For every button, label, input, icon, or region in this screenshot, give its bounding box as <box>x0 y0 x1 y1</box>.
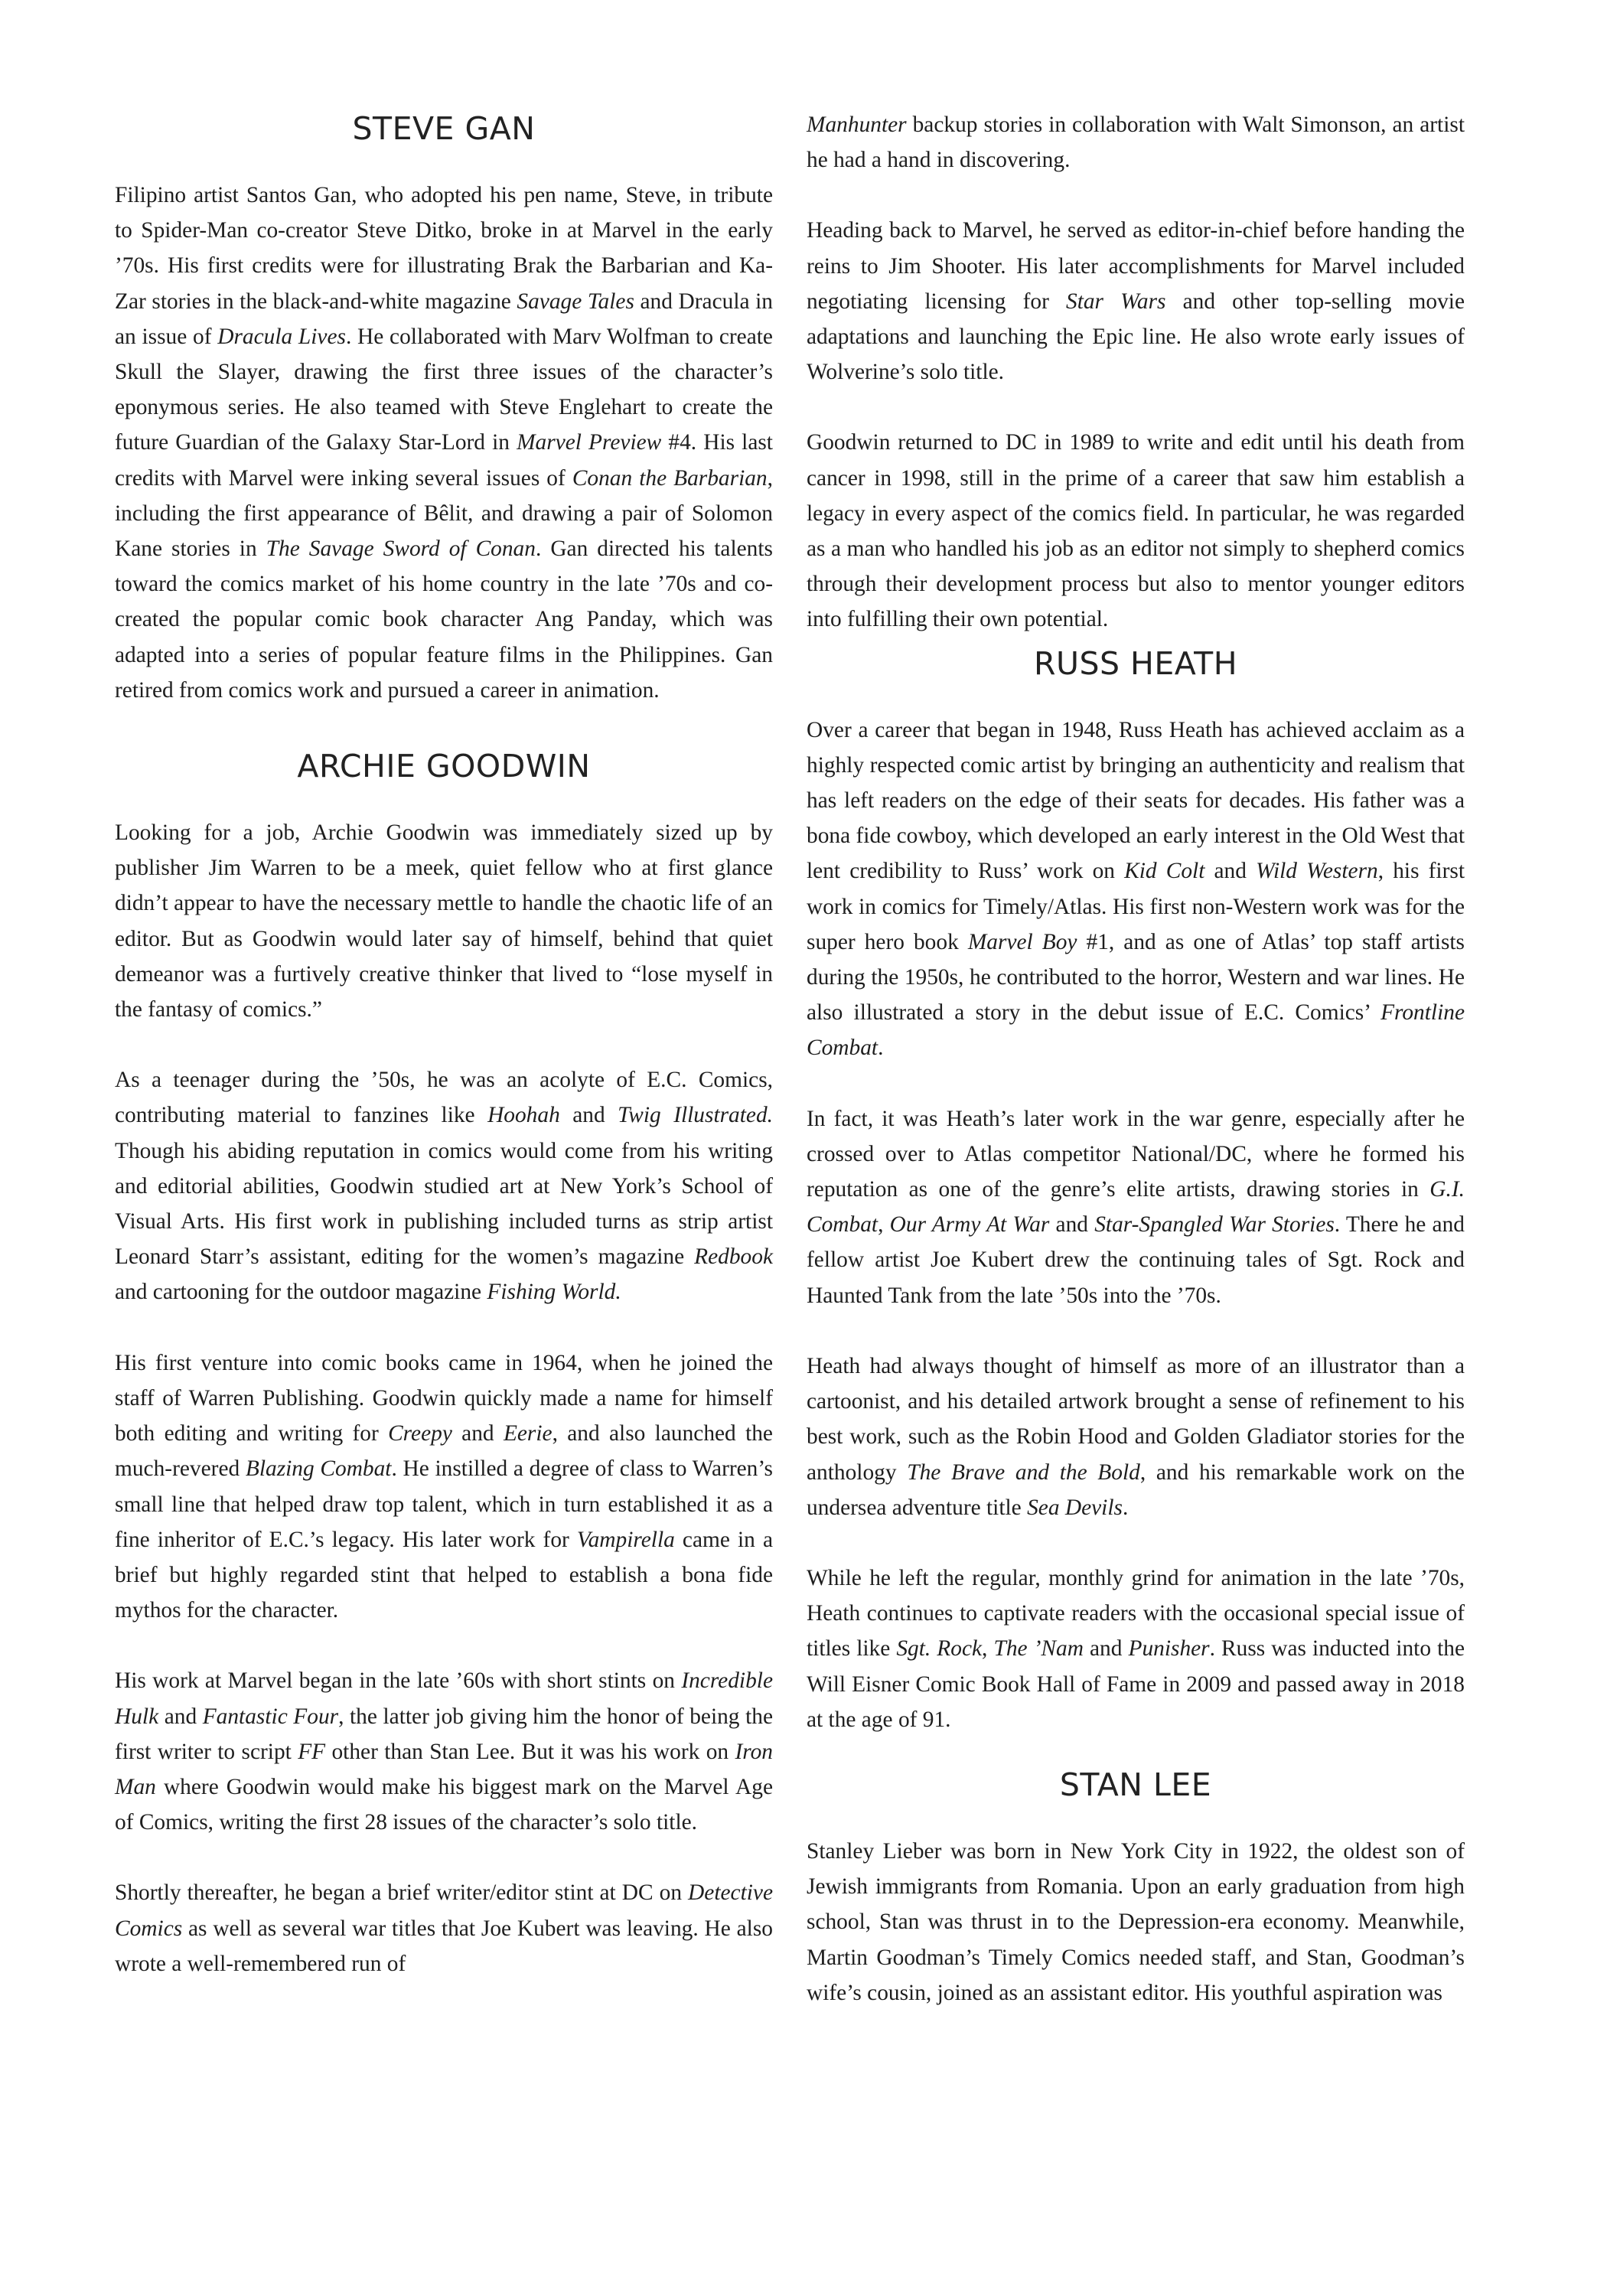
italic-title: Sea Devils <box>1027 1495 1123 1520</box>
text-run: and <box>1049 1212 1095 1238</box>
text-run: and <box>451 1421 504 1446</box>
italic-title: Savage Tales <box>517 289 634 314</box>
italic-title: Vampirella <box>576 1527 675 1552</box>
italic-title: Marvel Boy <box>967 929 1077 954</box>
text-run: Though his abiding reputation in comics would come from his writing and editorial abilities, Goodwin studied art at New York’s School of Visual Arts. His first work in publishing included turns as strip artist Leonard Starr’s assistant, editing for the women’s magazine <box>115 1138 773 1270</box>
text-run: where Goodwin would make his biggest mark on the Marvel Age of Comics, writing the first 28 issues of the character’s solo title. <box>115 1774 773 1835</box>
text-run: , including the first appearance of Bêlit, and drawing a pair of Solomon Kane stories in <box>115 465 773 562</box>
text-run: and <box>559 1103 618 1128</box>
text-run: and cartooning for the outdoor magazine <box>115 1280 487 1305</box>
italic-title: The ’Nam <box>993 1636 1084 1662</box>
italic-title: Fishing World. <box>487 1280 621 1305</box>
text-run: His work at Marvel began in the late ’60s with short stints on <box>115 1668 682 1694</box>
text-run: . He instilled a degree of class to Warren’s small line that helped draw top talent, which in turn established it as a fine inheritor of E.C.’s legacy. His later work for <box>115 1456 773 1552</box>
text-run: As a teenager during the ’50s, he was an acolyte of E.C. Comics, contributing material to fanzines like <box>115 1068 773 1128</box>
right-column <box>807 107 1465 2011</box>
text-run: Filipino artist Santos Gan, who adopted his pen name, Steve, in tribute to Spider-Man co-creator Steve Ditko, broke in at Marvel in the early ’70s. His first credits were for illustrating Brak the Barbarian and Ka-Zar stories in the black-and-white magazine <box>115 183 773 314</box>
text-run: . <box>1122 1495 1129 1520</box>
paragraph <box>807 425 1465 637</box>
italic-title: Twig Illustrated. <box>618 1103 773 1128</box>
italic-title: Eerie <box>503 1421 553 1446</box>
paragraph <box>115 1663 773 1840</box>
italic-title: Punisher <box>1128 1636 1210 1662</box>
italic-title: Conan the Barbarian <box>572 465 768 491</box>
text-run: and <box>158 1704 203 1729</box>
italic-title: Fantastic Four <box>202 1704 339 1729</box>
text-run: other than Stan Lee. But it was his work on <box>325 1739 735 1764</box>
text-run: Goodwin returned to DC in 1989 to write and edit until his death from cancer in 1998, still in the prime of a career that saw him establish a legacy in every aspect of the comics field. In particular, he was regarded as a man who handled his job as an editor not simply to shepherd comics through their development process but also to mentor younger editors into fulfilling their own potential. <box>807 430 1465 632</box>
paragraph <box>807 213 1465 390</box>
text-run: . Gan directed his talents toward the comics market of his home country in the late ’70s and co-created the popular comic book character Ang Panday, which was adapted into a series of popular feature films in the Philippines. Gan retired from comics work and pursued a career in animation. <box>115 536 773 703</box>
text-run: and <box>1083 1636 1129 1662</box>
text-run: #1, and as one of Atlas’ top staff artists during the 1950s, he contributed to the horror, Western and war lines. He also illustrated a story in the debut issue of E.C. Comics’ <box>807 929 1465 1026</box>
text-run: as well as several war titles that Joe Kubert was leaving. He also wrote a well-remembered run of <box>115 1916 773 1976</box>
text-run: and <box>1204 859 1257 884</box>
text-run: . He collaborated with Marv Wolfman to create Skull the Slayer, drawing the first three issues of the character’s eponymous series. He also teamed with Steve Englehart to create the future Guardian of the Galaxy Star-Lord in <box>115 324 773 455</box>
left-column <box>115 106 773 1981</box>
text-run: and other top-selling movie adaptations and launching the Epic line. He also wrote early issues of Wolverine’s solo title. <box>807 289 1465 385</box>
italic-title: Frontline Combat <box>807 1000 1465 1061</box>
text-run: , <box>982 1636 994 1662</box>
italic-title: Kid Colt <box>1124 859 1205 884</box>
italic-title: The Brave and the Bold <box>907 1459 1140 1485</box>
italic-title: Star Wars <box>1066 289 1166 314</box>
italic-title: Dracula Lives <box>217 324 346 349</box>
text-run: , and his remarkable work on the undersea adventure title <box>807 1459 1465 1520</box>
text-run: Shortly thereafter, he began a brief writer/editor stint at DC on <box>115 1880 689 1906</box>
text-run: Heading back to Marvel, he served as editor-in-chief before handing the reins to Jim Shooter. His later accomplishments for Marvel included negotiating licensing for <box>807 218 1465 314</box>
text-run: . <box>878 1035 884 1061</box>
italic-title: Our Army At War <box>889 1212 1050 1238</box>
text-run: and Dracula in an issue of <box>115 289 773 349</box>
text-run: Looking for a job, Archie Goodwin was immediately sized up by publisher Jim Warren to be a meek, quiet fellow who at first glance didn’t appear to have the necessary mettle to handle the chaotic life of an editor. But as Goodwin would later say of himself, behind that quiet demeanor was a furtively creative thinker that lived to “lose myself in the fantasy of comics.” <box>115 820 773 1022</box>
text-run: , and also launched the much-revered <box>115 1421 773 1482</box>
italic-title: Hoohah <box>487 1103 560 1128</box>
section-heading-steve-gan: STEVE GAN <box>352 110 536 147</box>
text-run: came in a brief but highly regarded stint that helped to establish a bona fide mythos for the character. <box>115 1527 773 1623</box>
text-run: Stanley Lieber was born in New York City in 1922, the oldest son of Jewish immigrants from Romania. Upon an early graduation from high school, Stan was thrust in to the Depression-era economy. Meanwhile, Martin Goodman’s Timely Comics needed staff, and Stan, Goodman’s wife’s cousin, joined as an assistant editor. His youthful aspiration was <box>807 1838 1465 2005</box>
italic-title: The Savage Sword of Conan <box>266 536 536 562</box>
text-run: While he left the regular, monthly grind for animation in the late ’70s, Heath continues to captivate readers with the occasional special issue of titles like <box>807 1565 1465 1662</box>
paragraph <box>115 1875 773 1981</box>
paragraph <box>115 178 773 708</box>
text-run: , his first work in comics for Timely/Atlas. His first non-Western work was for the super hero book <box>807 859 1465 954</box>
italic-title: Star-Spangled War Stories <box>1094 1212 1335 1238</box>
italic-title: Blazing Combat <box>245 1456 392 1482</box>
paragraph <box>115 1062 773 1309</box>
paragraph <box>115 1345 773 1629</box>
italic-title: Wild Western <box>1256 859 1378 884</box>
paragraph <box>807 1101 1465 1313</box>
paragraph <box>807 1349 1465 1525</box>
text-run: . Russ was inducted into the Will Eisner Comic Book Hall of Fame in 2009 and passed away in 2018 at the age of 91. <box>807 1636 1465 1732</box>
italic-title: FF <box>298 1739 326 1764</box>
text-run: His first venture into comic books came in 1964, when he joined the staff of Warren Publishing. Goodwin quickly made a name for himself both editing and writing for <box>115 1350 773 1446</box>
paragraph <box>115 815 773 1027</box>
italic-title: Manhunter <box>807 113 907 137</box>
text-run: Over a career that began in 1948, Russ Heath has achieved acclaim as a highly respected comic artist by bringing an authenticity and realism that has left readers on the edge of their seats for decades. His father was a bona fide cowboy, which developed an early interest in the Old West that lent credibility to Russ’ work on <box>807 717 1465 884</box>
text-run: , the latter job giving him the honor of being the first writer to script <box>115 1704 773 1764</box>
italic-title: Detective Comics <box>115 1880 773 1941</box>
section-heading-russ-heath: RUSS HEATH <box>1033 644 1238 682</box>
italic-title: Marvel Preview <box>517 430 662 455</box>
paragraph <box>807 713 1465 1066</box>
italic-title: G.I. Combat <box>807 1177 1465 1238</box>
italic-title: Redbook <box>694 1244 773 1270</box>
italic-title: Creepy <box>388 1421 452 1446</box>
section-heading-stan-lee: STAN LEE <box>1059 1766 1212 1803</box>
text-run: . There he and fellow artist Joe Kubert drew the continuing tales of Sgt. Rock and Haunted Tank from the late ’50s into the ’70s. <box>807 1212 1465 1308</box>
text-run: In fact, it was Heath’s later work in the war genre, especially after he crossed over to Atlas competitor National/DC, where he formed his reputation as one of the genre’s elite artists, drawing stories in <box>807 1106 1465 1202</box>
paragraph-continued <box>807 107 1465 178</box>
text-run: backup stories in collaboration with Walt Simonson, an artist he had a hand in discovering. <box>807 113 1465 173</box>
italic-title: Sgt. Rock <box>896 1636 983 1662</box>
italic-title: Iron Man <box>115 1739 773 1799</box>
paragraph <box>807 1561 1465 1737</box>
text-run: #4. His last credits with Marvel were inking several issues of <box>115 430 773 491</box>
text-run: , <box>878 1212 890 1238</box>
section-heading-archie-goodwin: ARCHIE GOODWIN <box>297 748 591 785</box>
text-run: Heath had always thought of himself as more of an illustrator than a cartoonist, and his detailed artwork brought a sense of refinement to his best work, such as the Robin Hood and Golden Gladiator stories for the anthology <box>807 1353 1465 1485</box>
paragraph <box>807 1834 1465 2011</box>
italic-title: Incredible Hulk <box>115 1668 773 1729</box>
